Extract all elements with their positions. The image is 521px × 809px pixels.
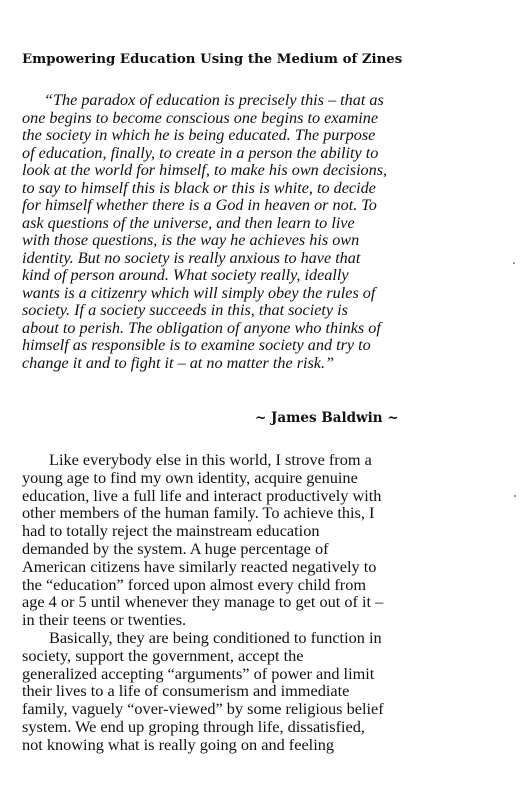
body-line: society, support the government, accept the (22, 645, 304, 665)
body-line: young age to find my own identity, acquire genuine (22, 467, 358, 487)
quote-line: for himself whether there is a God in heaven or not. To (22, 196, 377, 214)
body-line: their lives to a life of consumerism and immediate (22, 681, 350, 701)
quote-line: wants is a citizenry which will simply obey the rules of (22, 283, 376, 302)
quote-line: about to perish. The obligation of anyone who thinks of (22, 318, 381, 337)
body-text (22, 451, 502, 754)
body-line: system. We end up groping through life, dissatisfied, (22, 716, 365, 736)
quote-line: one begins to become conscious one begins to examine (22, 108, 379, 127)
body-line: had to totally reject the mainstream education (22, 521, 320, 541)
quote-line: of education, finally, to create in a person the ability to (22, 143, 379, 162)
article-title: Empowering Education Using the Medium of Zines (22, 52, 403, 67)
quote-line: society. If a society succeeds in this, that society is (22, 301, 348, 319)
body-line: Basically, they are being conditioned to function in (49, 627, 382, 647)
body-line: age 4 or 5 until whenever they manage to get out of it – (22, 592, 384, 612)
body-line: not knowing what is really going on and feeling (22, 734, 334, 754)
body-line: Like everybody else in this world, I strove from a (49, 450, 372, 469)
quote-line: the society in which he is being educated. The purpose (22, 126, 376, 144)
quote-attribution: ~ James Baldwin ~ (255, 410, 399, 426)
quote-line: ask questions of the universe, and then learn to live (22, 213, 355, 232)
scan-speck (514, 495, 516, 497)
epigraph-quote (22, 92, 497, 372)
quote-line: change it and to fight it – at no matter the risk.” (22, 353, 335, 372)
quote-line: to say to himself this is black or this is white, to decide (22, 178, 376, 197)
quote-line: identity. But no society is really anxious to have that (22, 248, 361, 267)
body-line: other members of the human family. To achieve this, I (22, 503, 375, 523)
body-line: in their teens or twenties. (22, 610, 187, 630)
body-line: the “education” forced upon almost every child from (22, 574, 367, 594)
scan-speck (513, 262, 515, 264)
body-line: family, vaguely “over-viewed” by some religious belief (22, 699, 384, 719)
body-line: demanded by the system. A huge percentage of (22, 538, 329, 558)
quote-line: look at the world for himself, to make his own decisions, (22, 161, 388, 179)
body-line: education, live a full life and interact productively with (22, 485, 382, 505)
quote-line: with those questions, is the way he achieves his own (22, 231, 360, 249)
quote-line: kind of person around. What society really, ideally (22, 266, 349, 284)
quote-line: “The paradox of education is precisely this – that as (44, 91, 384, 109)
quote-line: himself as responsible is to examine society and try to (22, 336, 371, 354)
body-line: American citizens have similarly reacted negatively to (22, 556, 377, 576)
body-line: generalized accepting “arguments” of power and limit (22, 663, 375, 683)
